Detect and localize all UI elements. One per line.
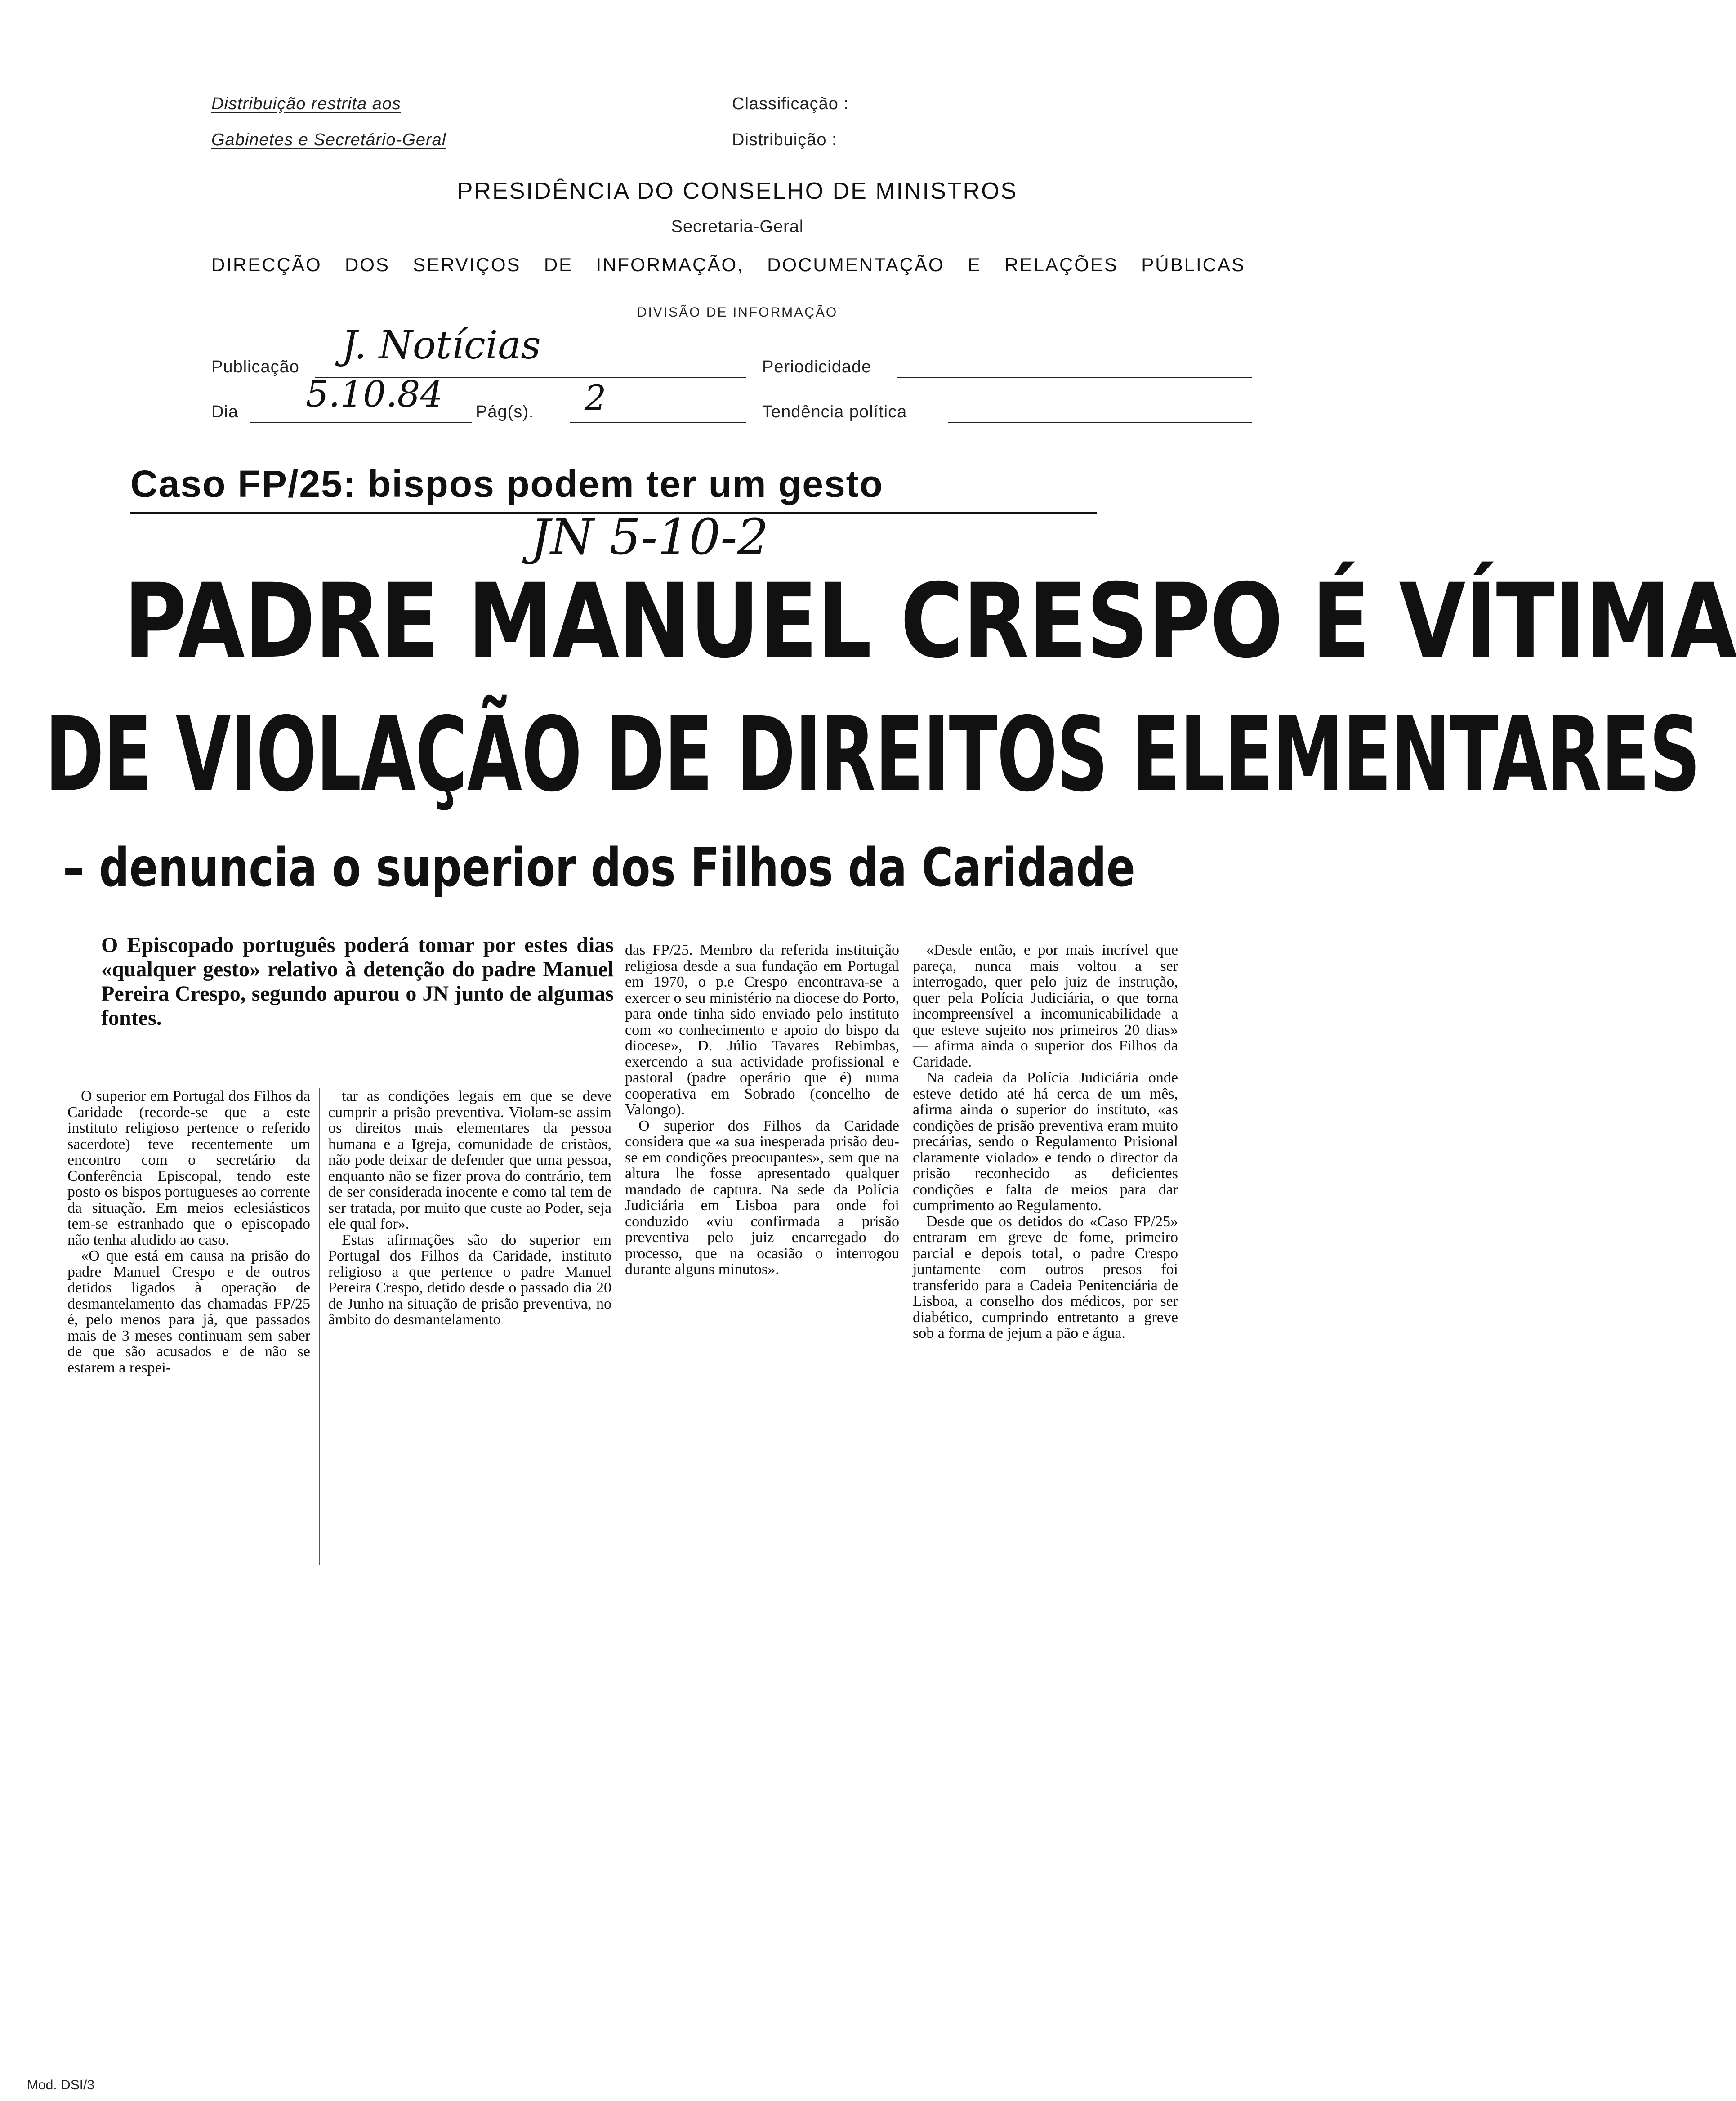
column-4-paragraph-2: Na cadeia da Polícia Judiciária onde esteve detido até há cerca de um mês, afirma ainda o superior do instituto, «as condições de prisão preventiva eram muito precárias, sendo o Regulamento Prisional claramente violado» e tendo o director da prisão reconhecido as deficientes condições e falta de meios para dar cumprimento ao Regulamento. — [913, 1069, 1178, 1214]
periodicity-field-line — [897, 377, 1252, 378]
article-column-2 — [328, 1088, 611, 1328]
division-title: DIVISÃO DE INFORMAÇÃO — [637, 305, 838, 320]
secretariat-title: Secretaria-Geral — [671, 217, 804, 236]
distribution-label: Distribuição : — [732, 130, 837, 149]
directorate-title: DIRECÇÃO DOS SERVIÇOS DE INFORMAÇÃO, DOCUMENTAÇÃO E RELAÇÕES PÚBLICAS — [211, 254, 1245, 275]
column-2-paragraph-1: tar as condições legais em que se deve cumprir a prisão preventiva. Violam-se assim os direitos mais elementares da pessoa humana e a Igreja, comunidade de cristãos, não pode deixar de defender que uma pessoa, enquanto não se fizer prova do contrário, tem de ser considerada inocente e como tal tem de ser tratada, por muito que custe ao Poder, seja ele qual for». — [328, 1088, 611, 1232]
restricted-distribution-line2: Gabinetes e Secretário-Geral — [211, 130, 446, 149]
publication-label: Publicação — [211, 358, 299, 376]
article-column-3 — [625, 942, 899, 1278]
column-1-paragraph-2: «O que está em causa na prisão do padre Manuel Crespo e de outros detidos ligados à operação de desmantelamento das chamadas FP/25 é, pelo menos para já, que passados mais de 3 meses continuam sem saber de que são acusados e de não se estarem a respei- — [67, 1247, 310, 1376]
pages-label: Pág(s). — [476, 402, 534, 421]
presidency-title: PRESIDÊNCIA DO CONSELHO DE MINISTROS — [457, 178, 1018, 204]
article-lead: O Episcopado português poderá tomar por estes dias «qualquer gesto» relativo à detenção do padre Manuel Pereira Crespo, segundo apurou o JN junto de algumas fontes. — [101, 933, 614, 1030]
column-divider-1 — [319, 1088, 320, 1565]
form-model-code: Mod. DSI/3 — [27, 2078, 95, 2092]
article-column-1 — [67, 1088, 310, 1376]
column-4-paragraph-3: Desde que os detidos do «Caso FP/25» entraram em greve de fome, primeiro parcial e depois total, o padre Crespo juntamente com outros presos foi transferido para a Cadeia Penitenciária de Lisboa, a conselho dos médicos, por ser diabético, cumprindo entretanto a greve sob a forma de jejum a pão e água. — [913, 1213, 1178, 1341]
article-column-4 — [913, 942, 1178, 1341]
column-1-paragraph-1: O superior em Portugal dos Filhos da Caridade (recorde-se que a este instituto religioso pertence o referido sacerdote) teve recentemente um encontro com o secretário da Conferência Episcopal, tendo este posto os bispos portugueses ao corrente da situação. Em meios eclesiásticos tem-se estranhado que o episcopado não tenha aludido ao caso. — [67, 1088, 310, 1248]
column-3-paragraph-2: O superior dos Filhos da Caridade considera que «a sua inesperada prisão deu-se em condições preocupantes», sem que na altura lhe fosse apresentado qualquer mandado de captura. Na sede da Polícia Judiciária em Lisboa para onde foi conduzido «viu confirmada a prisão preventiva pelo juiz encarregado do processo, que na ocasião o interrogou durante alguns minutos». — [625, 1117, 899, 1278]
pages-field-line — [570, 422, 746, 423]
article-kicker: Caso FP/25: bispos podem ter um gesto — [130, 463, 884, 505]
day-field-line — [250, 422, 472, 423]
restricted-distribution-line1: Distribuição restrita aos — [211, 94, 402, 113]
day-label: Dia — [211, 402, 239, 421]
pages-handwritten: 2 — [585, 378, 607, 418]
handwritten-annotation: JN 5-10-2 — [531, 508, 769, 566]
classification-label: Classificação : — [732, 94, 849, 113]
subheadline: – denuncia o superior dos Filhos da Caridade — [63, 836, 1135, 899]
headline-line1: PADRE MANUEL CRESPO É VÍTIMA — [124, 561, 1736, 681]
political-tendency-label: Tendência política — [762, 402, 907, 421]
column-2-paragraph-2: Estas afirmações são do superior em Portugal dos Filhos da Caridade, instituto religioso a que pertence o padre Manuel Pereira Crespo, detido desde o passado dia 20 de Junho na situação de prisão preventiva, no âmbito do desmantelamento — [328, 1231, 611, 1328]
political-tendency-field-line — [948, 422, 1252, 423]
periodicity-label: Periodicidade — [762, 358, 872, 376]
column-4-paragraph-1: «Desde então, e por mais incrível que pareça, nunca mais voltou a ser interrogado, quer pelo juiz de instrução, quer pela Polícia Judiciária, o que torna incompreensível a incomunicabilidade a que esteve sujeito nos primeiros 20 dias» — afirma ainda o superior dos Filhos da Caridade. — [913, 942, 1178, 1070]
publication-handwritten: J. Notícias — [342, 323, 541, 368]
headline-line2: DE VIOLAÇÃO DE DIREITOS ELEMENTARES — [45, 695, 1700, 814]
day-handwritten: 5.10.84 — [306, 373, 443, 415]
column-3-paragraph-1: das FP/25. Membro da referida instituição religiosa desde a sua fundação em Portugal em 1970, o p.e Crespo encontrava-se a exercer o seu ministério na diocese do Porto, para onde tinha sido enviado pelo instituto com «o conhecimento e apoio do bispo da diocese», D. Júlio Tavares Rebimbas, exercendo a sua actividade profissional e pastoral (padre operário que é) numa cooperativa em Sobrado (concelho de Valongo). — [625, 942, 899, 1118]
